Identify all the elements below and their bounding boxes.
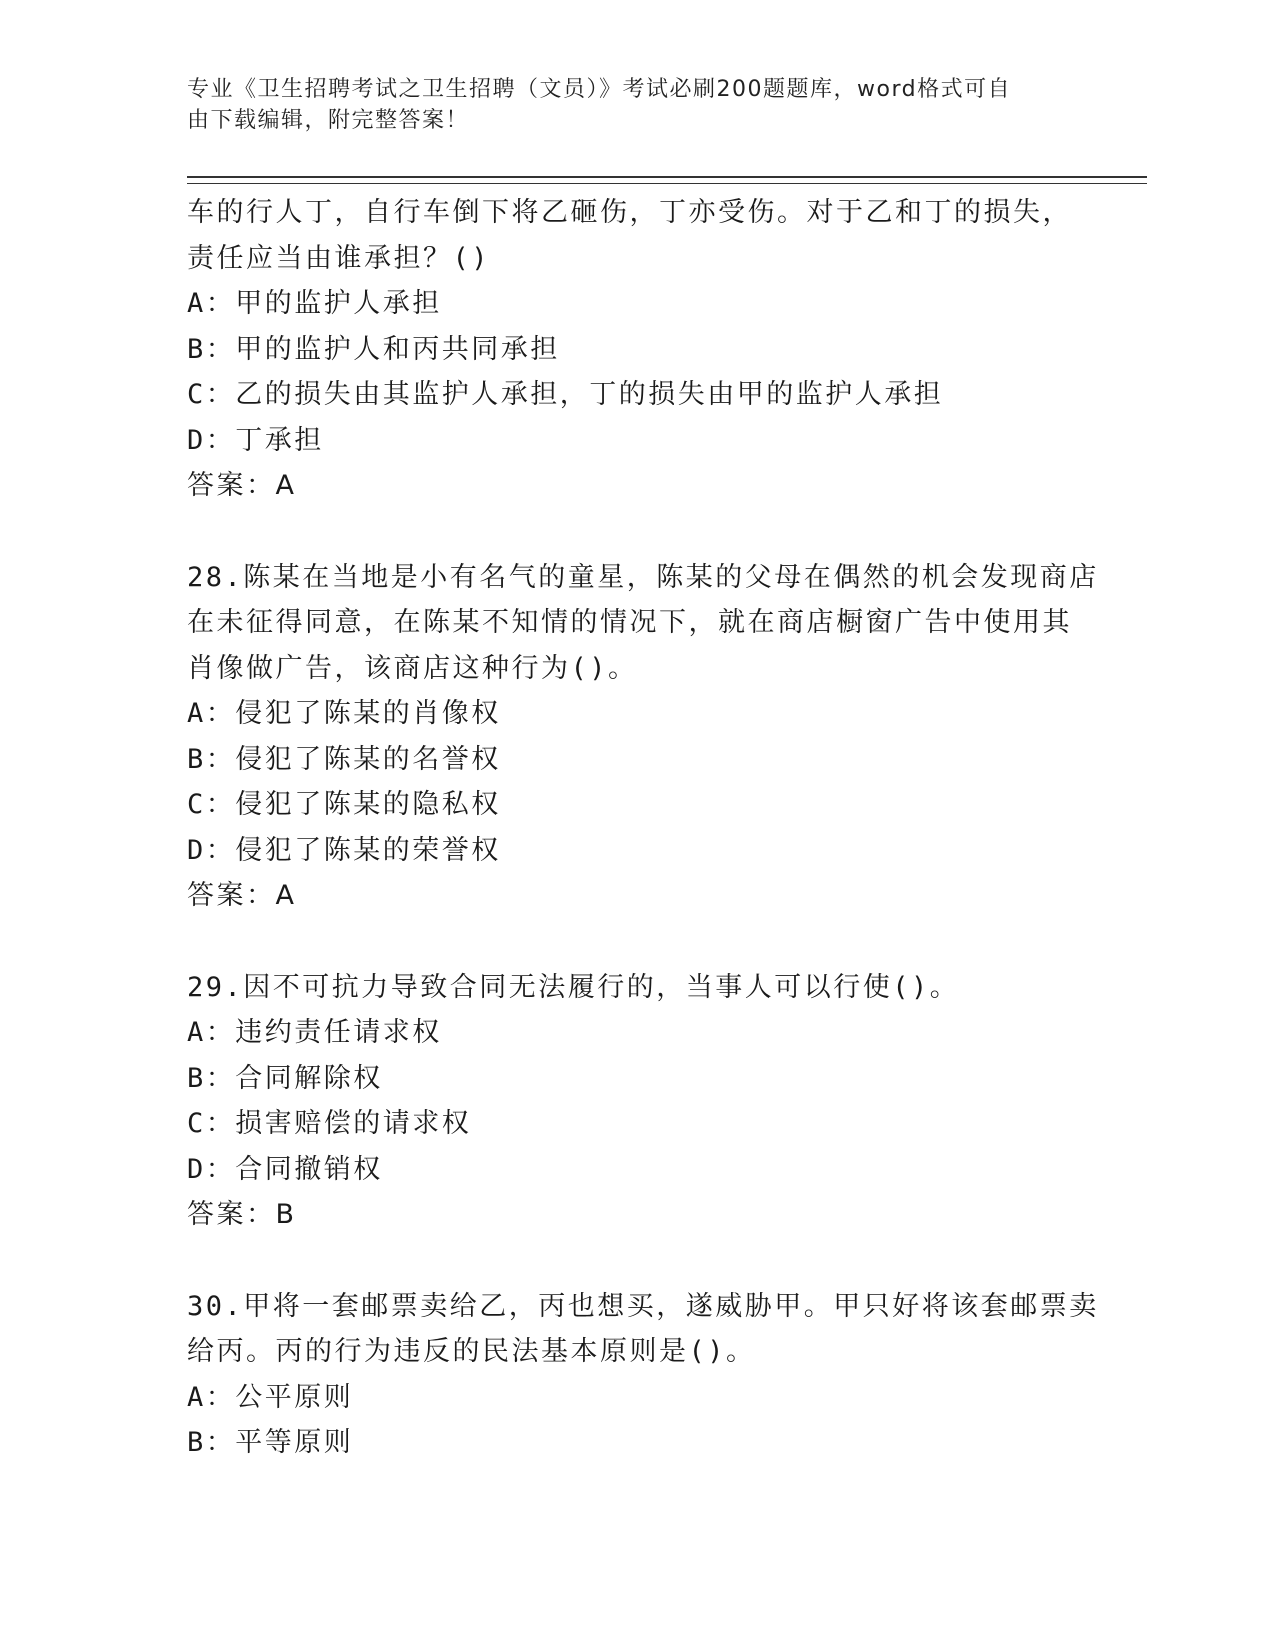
option-a: A：公平原则 xyxy=(187,1381,354,1413)
option-c: C：侵犯了陈某的隐私权 xyxy=(187,789,501,820)
option-d: D：合同撤销权 xyxy=(187,1153,383,1185)
option-c: C：乙的损失由其监护人承担，丁的损失由甲的监护人承担 xyxy=(187,379,944,410)
option-b: B：甲的监护人和丙共同承担 xyxy=(187,333,560,365)
option-b: B：侵犯了陈某的名誉权 xyxy=(187,743,501,775)
question-stem-line: 28.陈某在当地是小有名气的童星，陈某的父母在偶然的机会发现商店 xyxy=(187,561,1099,593)
question-29 xyxy=(187,965,1087,1238)
header-line-2: 由下载编辑，附完整答案！ xyxy=(187,108,470,133)
question-stem-line: 车的行人丁，自行车倒下将乙砸伤，丁亦受伤。对于乙和丁的损失， xyxy=(187,197,1072,228)
question-stem-line: 30.甲将一套邮票卖给乙，丙也想买，遂威胁甲。甲只好将该套邮票卖 xyxy=(187,1290,1099,1322)
answer-line: 答案：A xyxy=(187,880,297,911)
option-a: A：违约责任请求权 xyxy=(187,1017,442,1048)
option-b: B：平等原则 xyxy=(187,1427,354,1458)
option-c: C：损害赔偿的请求权 xyxy=(187,1108,472,1139)
answer-line: 答案：A xyxy=(187,470,297,501)
option-b: B：合同解除权 xyxy=(187,1062,383,1094)
option-d: D：丁承担 xyxy=(187,424,324,456)
option-a: A：侵犯了陈某的肖像权 xyxy=(187,698,501,729)
header-rule-thin xyxy=(187,183,1147,184)
question-28 xyxy=(187,555,1099,919)
header-rule-thick xyxy=(187,176,1147,178)
header-line-1: 专业《卫生招聘考试之卫生招聘（文员）》考试必刷200题题库，word格式可自 xyxy=(187,77,1012,102)
question-list xyxy=(187,190,1099,1466)
question-stem-line: 29.因不可抗力导致合同无法履行的，当事人可以行使()。 xyxy=(187,971,960,1003)
option-a: A：甲的监护人承担 xyxy=(187,288,442,319)
question-stem-line: 给丙。丙的行为违反的民法基本原则是()。 xyxy=(187,1336,756,1367)
answer-line: 答案：B xyxy=(187,1199,297,1230)
question-stem-line: 在未征得同意，在陈某不知情的情况下，就在商店橱窗广告中使用其 xyxy=(187,607,1072,638)
question-stem-line: 责任应当由谁承担？() xyxy=(187,242,491,274)
question-30 xyxy=(187,1284,1099,1466)
document-header xyxy=(187,74,1067,136)
question-stem-line: 肖像做广告，该商店这种行为()。 xyxy=(187,652,638,684)
option-d: D：侵犯了陈某的荣誉权 xyxy=(187,834,501,866)
question-27 xyxy=(187,190,1087,509)
